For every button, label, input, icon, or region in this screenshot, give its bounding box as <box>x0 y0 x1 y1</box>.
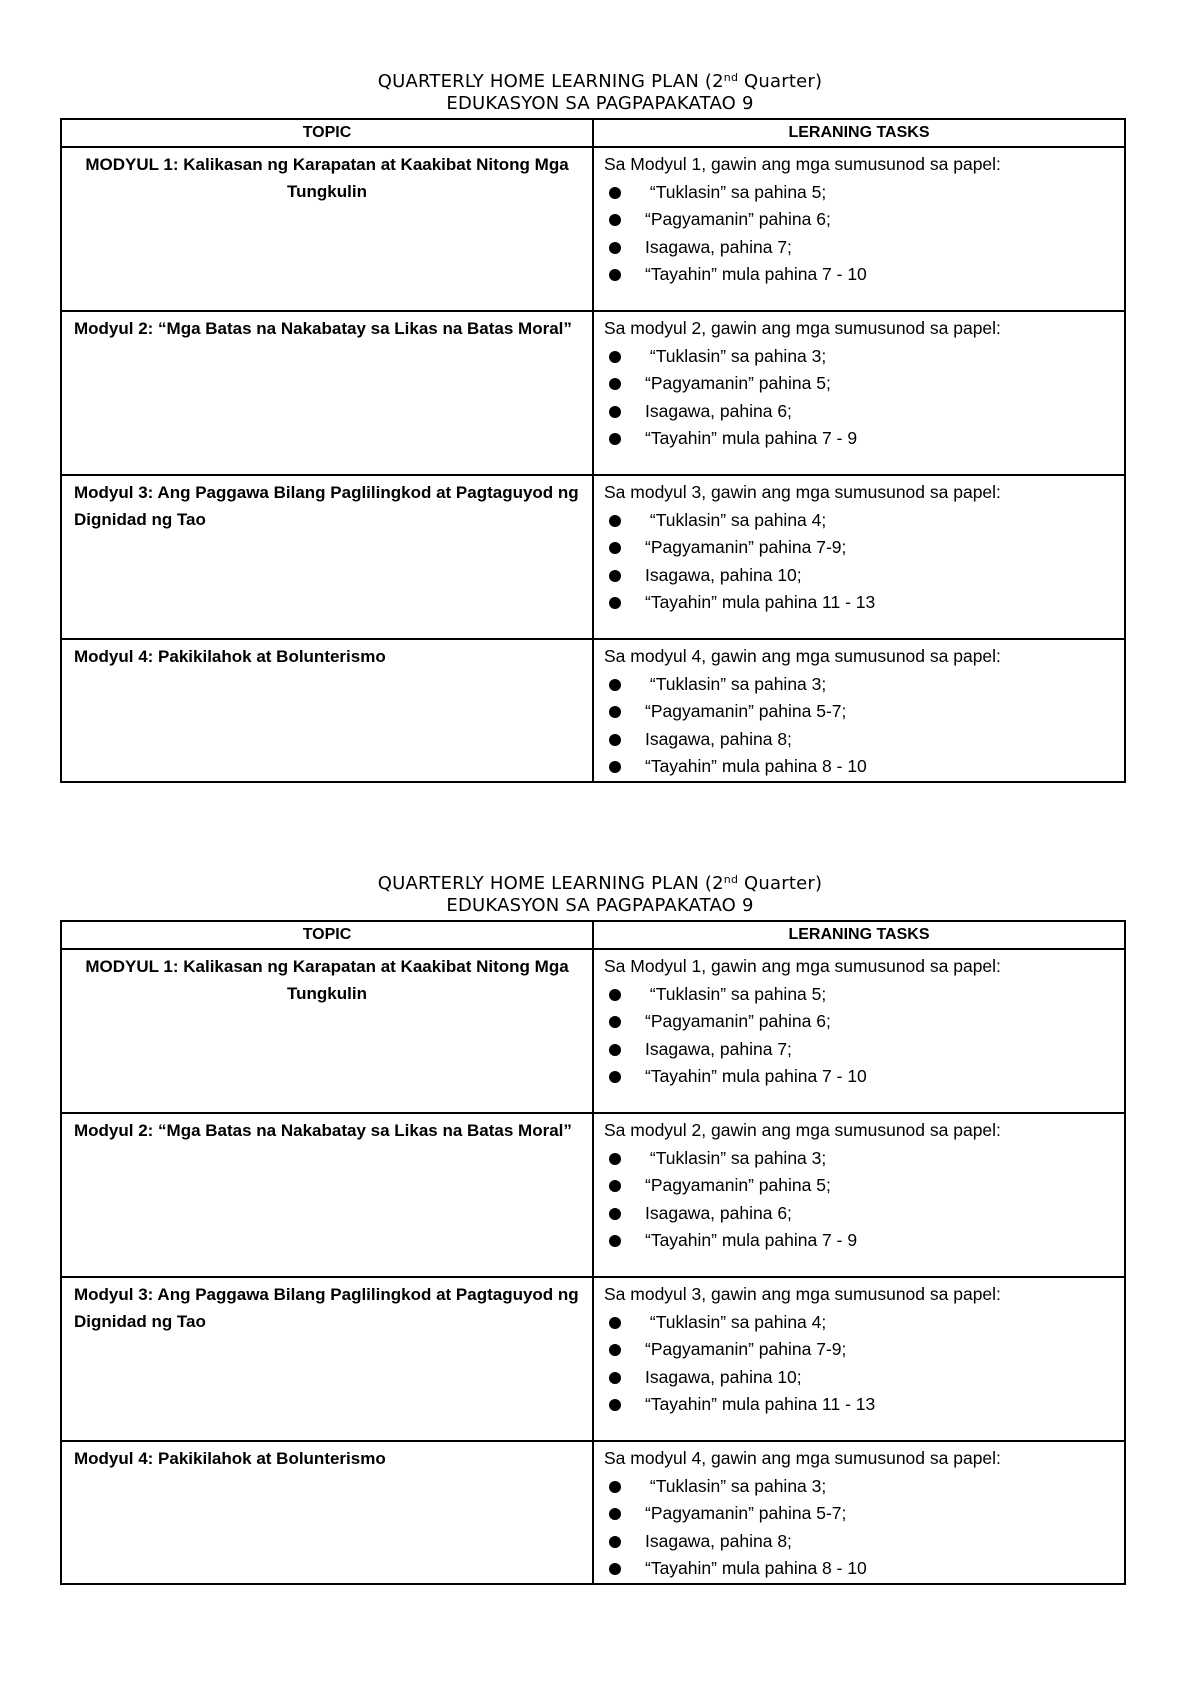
topic-cell: MODYUL 1: Kalikasan ng Karapatan at Kaakibat Nitong Mga Tungkulin <box>85 957 569 1003</box>
tasks-intro: Sa modyul 4, gawin ang mga sumusunod sa papel: <box>604 1448 1001 1468</box>
table-row <box>61 1441 1125 1584</box>
table-row <box>61 1113 1125 1277</box>
tasks-cell <box>594 950 1124 1091</box>
learning-plan-2 <box>0 872 1200 1578</box>
learning-plan-table <box>60 920 1126 1585</box>
table-header-row <box>61 921 1125 949</box>
tasks-cell <box>594 312 1124 453</box>
tasks-cell <box>594 148 1124 289</box>
bullet-icon <box>609 1372 621 1384</box>
bullet-icon <box>609 1317 621 1329</box>
topic-cell: Modyul 4: Pakikilahok at Bolunterismo <box>74 647 386 666</box>
tasks-intro: Sa modyul 2, gawin ang mga sumusunod sa papel: <box>604 1120 1001 1140</box>
topic-cell: Modyul 3: Ang Paggawa Bilang Paglilingkod at Pagtaguyod ng Dignidad ng Tao <box>74 483 579 529</box>
bullet-icon <box>609 351 621 363</box>
list-item: “Tayahin” mula pahina 7 - 9 <box>604 1227 1114 1255</box>
bullet-icon <box>609 406 621 418</box>
list-item: “Tuklasin” sa pahina 5; <box>604 179 1114 207</box>
bullet-icon <box>609 1536 621 1548</box>
bullet-icon <box>609 1071 621 1083</box>
table-row <box>61 311 1125 475</box>
tasks-intro: Sa modyul 2, gawin ang mga sumusunod sa papel: <box>604 318 1001 338</box>
bullet-icon <box>609 1481 621 1493</box>
bullet-icon <box>609 570 621 582</box>
list-item: Isagawa, pahina 8; <box>604 726 1114 754</box>
bullet-icon <box>609 1508 621 1520</box>
bullet-icon <box>609 1399 621 1411</box>
tasks-cell <box>594 1278 1124 1419</box>
bullet-icon <box>609 542 621 554</box>
bullet-icon <box>609 1016 621 1028</box>
plan-subtitle: EDUKASYON SA PAGPAPAKATAO 9 <box>446 895 754 916</box>
list-item: Isagawa, pahina 6; <box>604 398 1114 426</box>
list-item: Isagawa, pahina 10; <box>604 562 1114 590</box>
tasks-cell <box>594 1442 1124 1583</box>
list-item: Isagawa, pahina 6; <box>604 1200 1114 1228</box>
list-item: “Tuklasin” sa pahina 3; <box>604 671 1114 699</box>
bullet-icon <box>609 1563 621 1575</box>
list-item: “Tuklasin” sa pahina 5; <box>604 981 1114 1009</box>
list-item: Isagawa, pahina 10; <box>604 1364 1114 1392</box>
table-row <box>61 949 1125 1113</box>
bullet-icon <box>609 1208 621 1220</box>
table-row <box>61 1277 1125 1441</box>
bullet-icon <box>609 679 621 691</box>
tasks-cell <box>594 640 1124 781</box>
topic-cell: Modyul 4: Pakikilahok at Bolunterismo <box>74 1449 386 1468</box>
bullet-icon <box>609 706 621 718</box>
list-item: Isagawa, pahina 7; <box>604 1036 1114 1064</box>
list-item: “Tayahin” mula pahina 11 - 13 <box>604 589 1114 617</box>
topic-header: TOPIC <box>61 119 593 147</box>
topic-cell: Modyul 2: “Mga Batas na Nakabatay sa Likas na Batas Moral” <box>74 319 572 338</box>
table-header-row <box>61 119 1125 147</box>
bullet-icon <box>609 187 621 199</box>
list-item: “Tayahin” mula pahina 7 - 10 <box>604 261 1114 289</box>
plan-title: QUARTERLY HOME LEARNING PLAN (2nd Quarter) <box>377 71 823 92</box>
list-item: “Tayahin” mula pahina 8 - 10 <box>604 753 1114 781</box>
table-row <box>61 147 1125 311</box>
list-item: “Tuklasin” sa pahina 4; <box>604 507 1114 535</box>
bullet-icon <box>609 1153 621 1165</box>
list-item: “Tayahin” mula pahina 7 - 10 <box>604 1063 1114 1091</box>
list-item: Isagawa, pahina 8; <box>604 1528 1114 1556</box>
bullet-icon <box>609 1235 621 1247</box>
tasks-intro: Sa modyul 3, gawin ang mga sumusunod sa papel: <box>604 482 1001 502</box>
tasks-intro: Sa Modyul 1, gawin ang mga sumusunod sa papel: <box>604 154 1001 174</box>
tasks-cell <box>594 476 1124 617</box>
tasks-intro: Sa modyul 3, gawin ang mga sumusunod sa papel: <box>604 1284 1001 1304</box>
bullet-icon <box>609 242 621 254</box>
tasks-intro: Sa Modyul 1, gawin ang mga sumusunod sa papel: <box>604 956 1001 976</box>
bullet-icon <box>609 1344 621 1356</box>
tasks-header: LERANING TASKS <box>593 921 1125 949</box>
bullet-icon <box>609 269 621 281</box>
bullet-icon <box>609 1180 621 1192</box>
topic-cell: Modyul 3: Ang Paggawa Bilang Paglilingkod at Pagtaguyod ng Dignidad ng Tao <box>74 1285 579 1331</box>
list-item: “Tayahin” mula pahina 11 - 13 <box>604 1391 1114 1419</box>
list-item: “Tuklasin” sa pahina 4; <box>604 1309 1114 1337</box>
list-item: “Pagyamanin” pahina 5-7; <box>604 1500 1114 1528</box>
list-item: “Pagyamanin” pahina 5; <box>604 370 1114 398</box>
learning-plan-table <box>60 118 1126 783</box>
bullet-icon <box>609 378 621 390</box>
tasks-intro: Sa modyul 4, gawin ang mga sumusunod sa papel: <box>604 646 1001 666</box>
topic-header: TOPIC <box>61 921 593 949</box>
list-item: Isagawa, pahina 7; <box>604 234 1114 262</box>
bullet-icon <box>609 761 621 773</box>
list-item: “Pagyamanin” pahina 5-7; <box>604 698 1114 726</box>
list-item: “Pagyamanin” pahina 5; <box>604 1172 1114 1200</box>
list-item: “Pagyamanin” pahina 6; <box>604 1008 1114 1036</box>
plan-title: QUARTERLY HOME LEARNING PLAN (2nd Quarter) <box>377 873 823 894</box>
tasks-header: LERANING TASKS <box>593 119 1125 147</box>
topic-cell: MODYUL 1: Kalikasan ng Karapatan at Kaakibat Nitong Mga Tungkulin <box>85 155 569 201</box>
tasks-cell <box>594 1114 1124 1255</box>
list-item: “Pagyamanin” pahina 7-9; <box>604 534 1114 562</box>
list-item: “Pagyamanin” pahina 7-9; <box>604 1336 1114 1364</box>
list-item: “Tuklasin” sa pahina 3; <box>604 1145 1114 1173</box>
list-item: “Tayahin” mula pahina 7 - 9 <box>604 425 1114 453</box>
topic-cell: Modyul 2: “Mga Batas na Nakabatay sa Likas na Batas Moral” <box>74 1121 572 1140</box>
bullet-icon <box>609 515 621 527</box>
bullet-icon <box>609 1044 621 1056</box>
list-item: “Tayahin” mula pahina 8 - 10 <box>604 1555 1114 1583</box>
list-item: “Pagyamanin” pahina 6; <box>604 206 1114 234</box>
table-row <box>61 475 1125 639</box>
table-row <box>61 639 1125 782</box>
list-item: “Tuklasin” sa pahina 3; <box>604 1473 1114 1501</box>
bullet-icon <box>609 734 621 746</box>
list-item: “Tuklasin” sa pahina 3; <box>604 343 1114 371</box>
bullet-icon <box>609 989 621 1001</box>
learning-plan-1 <box>0 70 1200 776</box>
bullet-icon <box>609 433 621 445</box>
bullet-icon <box>609 214 621 226</box>
plan-subtitle: EDUKASYON SA PAGPAPAKATAO 9 <box>446 93 754 114</box>
bullet-icon <box>609 597 621 609</box>
